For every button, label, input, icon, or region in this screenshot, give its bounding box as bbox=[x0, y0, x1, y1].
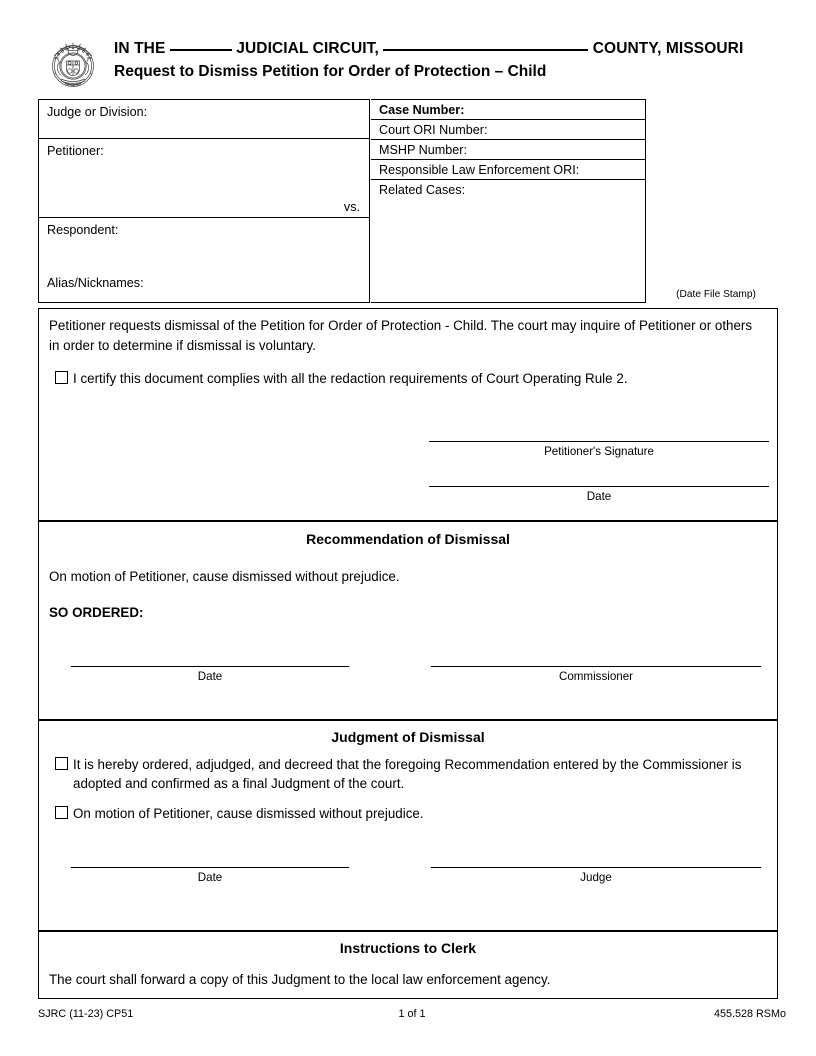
court-ori-number-label: Court ORI Number: bbox=[379, 123, 488, 137]
so-ordered-label: SO ORDERED: bbox=[49, 605, 144, 620]
recommendation-date-line[interactable] bbox=[71, 666, 349, 667]
mshp-number-label: MSHP Number: bbox=[379, 143, 467, 157]
mshp-number-row[interactable] bbox=[371, 140, 645, 160]
caption-left-column bbox=[38, 99, 370, 303]
judge-or-division-label: Judge or Division: bbox=[47, 105, 148, 119]
request-paragraph: Petitioner requests dismissal of the Petition for Order of Protection - Child. The court may inquire of Petitioner or others in order to determine if dismissal is voluntary. bbox=[49, 318, 753, 353]
county-missouri-label: COUNTY, MISSOURI bbox=[592, 40, 744, 57]
responsible-law-enforcement-ori-label: Responsible Law Enforcement ORI: bbox=[379, 163, 580, 177]
redaction-certification-row[interactable] bbox=[47, 369, 787, 388]
date-file-stamp-label: (Date File Stamp) bbox=[676, 289, 756, 300]
instructions-title: Instructions to Clerk bbox=[339, 940, 477, 956]
judgment-dismiss-motion-label: On motion of Petitioner, cause dismissed without prejudice. bbox=[73, 806, 424, 821]
instructions-section bbox=[39, 930, 777, 998]
case-caption-table bbox=[38, 99, 646, 303]
judge-or-division-cell[interactable] bbox=[39, 100, 369, 139]
judge-label: Judge bbox=[580, 871, 612, 884]
form-header bbox=[38, 30, 786, 92]
caption-right-column bbox=[371, 99, 646, 303]
versus-label: vs. bbox=[343, 200, 360, 214]
judge-signature-line[interactable] bbox=[431, 867, 761, 868]
petitioner-date-line[interactable] bbox=[429, 486, 769, 487]
form-body-box bbox=[38, 308, 778, 999]
recommendation-date-label: Date bbox=[197, 670, 223, 683]
case-number-label: Case Number: bbox=[379, 103, 465, 117]
case-number-row[interactable] bbox=[371, 100, 645, 120]
request-section bbox=[39, 309, 777, 520]
recommendation-section bbox=[39, 520, 777, 719]
page-title: Request to Dismiss Petition for Order of Protection – Child bbox=[114, 63, 547, 80]
judgment-dismiss-motion-row[interactable] bbox=[47, 804, 785, 823]
respondent-label: Respondent: bbox=[47, 223, 119, 237]
circuit-number-blank[interactable] bbox=[170, 49, 232, 51]
judgment-adopt-recommendation-row[interactable] bbox=[47, 755, 785, 793]
petitioner-signature-label: Petitioner's Signature bbox=[544, 445, 654, 458]
respondent-cell[interactable] bbox=[39, 218, 369, 304]
redaction-certification-checkbox[interactable] bbox=[55, 371, 68, 384]
petitioner-label: Petitioner: bbox=[47, 144, 104, 158]
petitioner-cell[interactable] bbox=[39, 139, 369, 218]
in-the-label: IN THE bbox=[114, 40, 166, 57]
county-name-blank[interactable] bbox=[383, 49, 588, 51]
circuit-county-line bbox=[114, 40, 786, 58]
judgment-title: Judgment of Dismissal bbox=[331, 729, 485, 745]
commissioner-signature-line[interactable] bbox=[431, 666, 761, 667]
statute-label: 455.528 RSMo bbox=[713, 1008, 786, 1020]
court-ori-number-row[interactable] bbox=[371, 120, 645, 140]
header-text-block bbox=[114, 40, 786, 82]
judgment-date-label: Date bbox=[197, 871, 223, 884]
judgment-dismiss-motion-checkbox[interactable] bbox=[55, 806, 68, 819]
judgment-adopt-recommendation-label: It is hereby ordered, adjudged, and decreed that the foregoing Recommendation entered by the Commissioner is adopted and confirmed as a final Judgment of the court. bbox=[73, 757, 742, 791]
commissioner-label: Commissioner bbox=[558, 670, 634, 683]
responsible-law-enforcement-ori-row[interactable] bbox=[371, 160, 645, 180]
judgment-section bbox=[39, 719, 777, 930]
judgment-adopt-recommendation-checkbox[interactable] bbox=[55, 757, 68, 770]
page-number-label: 1 of 1 bbox=[398, 1008, 426, 1020]
instructions-paragraph: The court shall forward a copy of this Judgment to the local law enforcement agency. bbox=[49, 972, 551, 987]
related-cases-row[interactable] bbox=[371, 180, 645, 304]
redaction-certification-label: I certify this document complies with all the redaction requirements of Court Operating Rule 2. bbox=[73, 371, 628, 386]
missouri-state-seal-icon bbox=[42, 32, 104, 90]
petitioner-signature-line[interactable] bbox=[429, 441, 769, 442]
petitioner-date-label: Date bbox=[586, 490, 612, 503]
judgment-date-line[interactable] bbox=[71, 867, 349, 868]
related-cases-label: Related Cases: bbox=[379, 183, 466, 197]
form-id-label: SJRC (11-23) CP51 bbox=[38, 1008, 134, 1020]
recommendation-title: Recommendation of Dismissal bbox=[306, 531, 510, 547]
alias-nicknames-label: Alias/Nicknames: bbox=[47, 276, 144, 290]
recommendation-paragraph: On motion of Petitioner, cause dismissed without prejudice. bbox=[49, 569, 400, 584]
judicial-circuit-label: JUDICIAL CIRCUIT, bbox=[236, 40, 379, 57]
